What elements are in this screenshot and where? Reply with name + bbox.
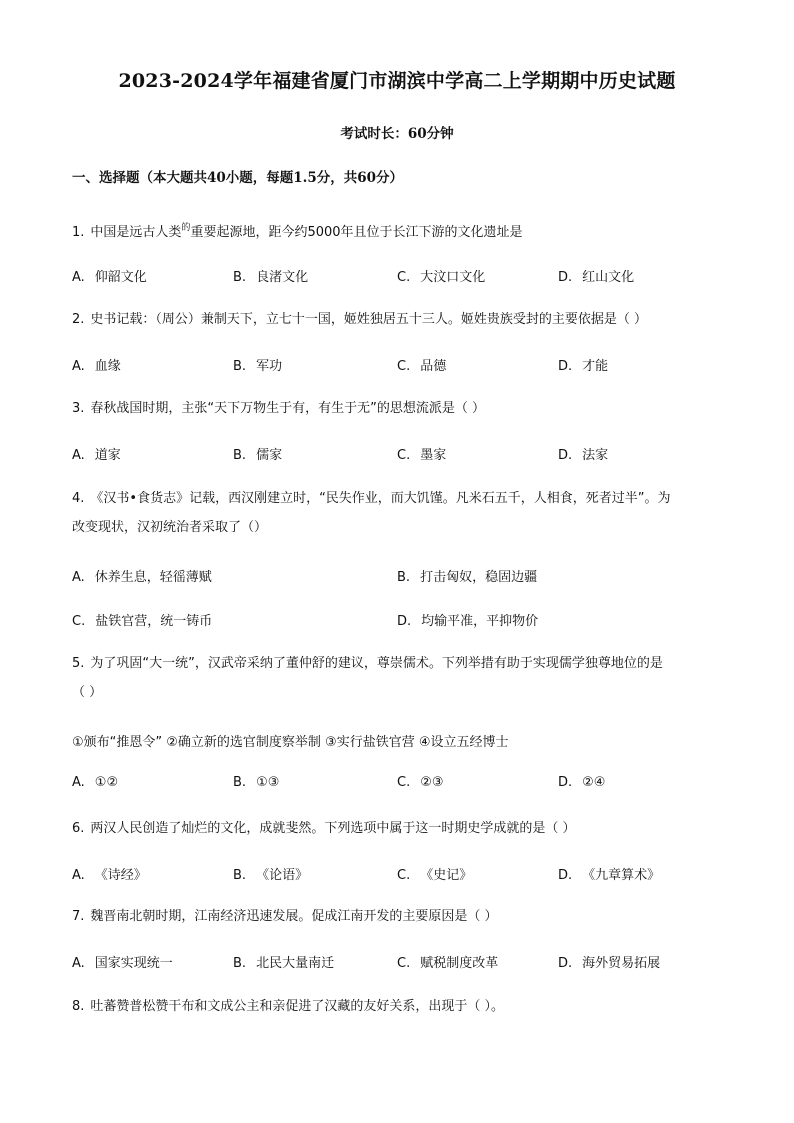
question-1-options [72,266,722,288]
question-5 [72,649,722,707]
option-a[interactable]: A. 道家 [72,448,121,463]
question-6 [72,814,722,843]
option-c[interactable]: C. 《史记》 [397,868,473,883]
question-5-statements: ①颁布“推恩令” ②确立新的选官制度察举制 ③实行盐铁官营 ④设立五经博士 [72,735,509,750]
option-d[interactable]: D. 法家 [558,448,609,463]
option-b[interactable]: B. 打击匈奴，稳固边疆 [397,570,538,585]
question-number: 2. [72,312,85,327]
question-7-options [72,952,722,974]
question-number: 7. [72,909,85,924]
option-d[interactable]: D. 红山文化 [558,270,635,285]
option-c[interactable]: C. 品德 [397,359,447,374]
question-4-options-row1 [72,566,722,588]
exam-duration: 考试时长：60分钟 [340,126,454,142]
superscript-char: 的 [181,223,191,233]
option-c[interactable]: C. ②③ [397,775,444,790]
question-text-line2: 改变现状，汉初统治者采取了（） [72,520,268,535]
option-a[interactable]: A. 仰韶文化 [72,270,147,285]
option-d[interactable]: D. 《九章算术》 [558,868,661,883]
question-2 [72,305,722,334]
option-b[interactable]: B. 儒家 [233,448,283,463]
question-text-cont: 重要起源地，距今约5000年且位于长江下游的文化遗址是 [190,225,523,240]
option-d[interactable]: D. 才能 [558,359,609,374]
option-a[interactable]: A. 休养生息，轻徭薄赋 [72,570,212,585]
question-text: 为了巩固“大一统”，汉武帝采纳了董仲舒的建议，尊崇儒术。下列举措有助于实现儒学独尊地位的是 [90,656,663,671]
question-6-options [72,864,722,886]
question-5-options [72,775,722,797]
option-b[interactable]: B. 《论语》 [233,868,309,883]
section-heading: 一、选择题（本大题共40小题，每题1.5分，共60分） [72,170,404,186]
question-number: 3. [72,401,85,416]
option-a[interactable]: A. 国家实现统一 [72,956,173,971]
option-b[interactable]: B. 北民大量南迁 [233,956,335,971]
question-text: 《汉书•食货志》记载，西汉刚建立时，“民失作业，而大饥馑。凡米石五千，人相食，死者过半”。为 [90,491,671,506]
question-text: 中国是远古人类 [90,225,182,240]
option-c[interactable]: C. 赋税制度改革 [397,956,499,971]
option-b[interactable]: B. ①③ [233,775,280,790]
question-text: 吐蕃赞普松赞干布和文成公主和亲促进了汉藏的友好关系，出现于（ ）。 [90,999,505,1014]
option-a[interactable]: A. 《诗经》 [72,868,147,883]
question-number: 1. [72,225,85,240]
question-4 [72,484,722,542]
question-text: 春秋战国时期，主张“天下万物生于有，有生于无”的思想流派是（ ） [90,401,486,416]
question-text-line2: （ ） [72,685,103,700]
option-c[interactable]: C. 盐铁官营，统一铸币 [72,614,213,629]
question-number: 8. [72,999,85,1014]
question-text: 魏晋南北朝时期，江南经济迅速发展。促成江南开发的主要原因是（ ） [90,909,498,924]
question-7 [72,902,722,931]
question-4-options-row2 [72,610,722,632]
question-3 [72,394,722,423]
option-b[interactable]: B. 军功 [233,359,283,374]
option-a[interactable]: A. 血缘 [72,359,121,374]
option-d[interactable]: D. ②④ [558,775,606,790]
question-2-options [72,355,722,377]
question-8 [72,992,722,1021]
option-d[interactable]: D. 海外贸易拓展 [558,956,661,971]
option-d[interactable]: D. 均输平准，平抑物价 [397,614,539,629]
option-c[interactable]: C. 大汶口文化 [397,270,486,285]
option-a[interactable]: A. ①② [72,775,119,790]
question-1 [72,214,722,247]
question-number: 6. [72,821,85,836]
option-b[interactable]: B. 良渚文化 [233,270,309,285]
question-3-options [72,444,722,466]
question-text: 史书记载：（周公）兼制天下，立七十一国，姬姓独居五十三人。姬姓贵族受封的主要依据是（ ） [90,312,648,327]
option-c[interactable]: C. 墨家 [397,448,447,463]
question-number: 5. [72,656,85,671]
page-title: 2023-2024学年福建省厦门市湖滨中学高二上学期期中历史试题 [118,70,676,92]
question-number: 4. [72,491,85,506]
question-text: 两汉人民创造了灿烂的文化，成就斐然。下列选项中属于这一时期史学成就的是（ ） [90,821,576,836]
